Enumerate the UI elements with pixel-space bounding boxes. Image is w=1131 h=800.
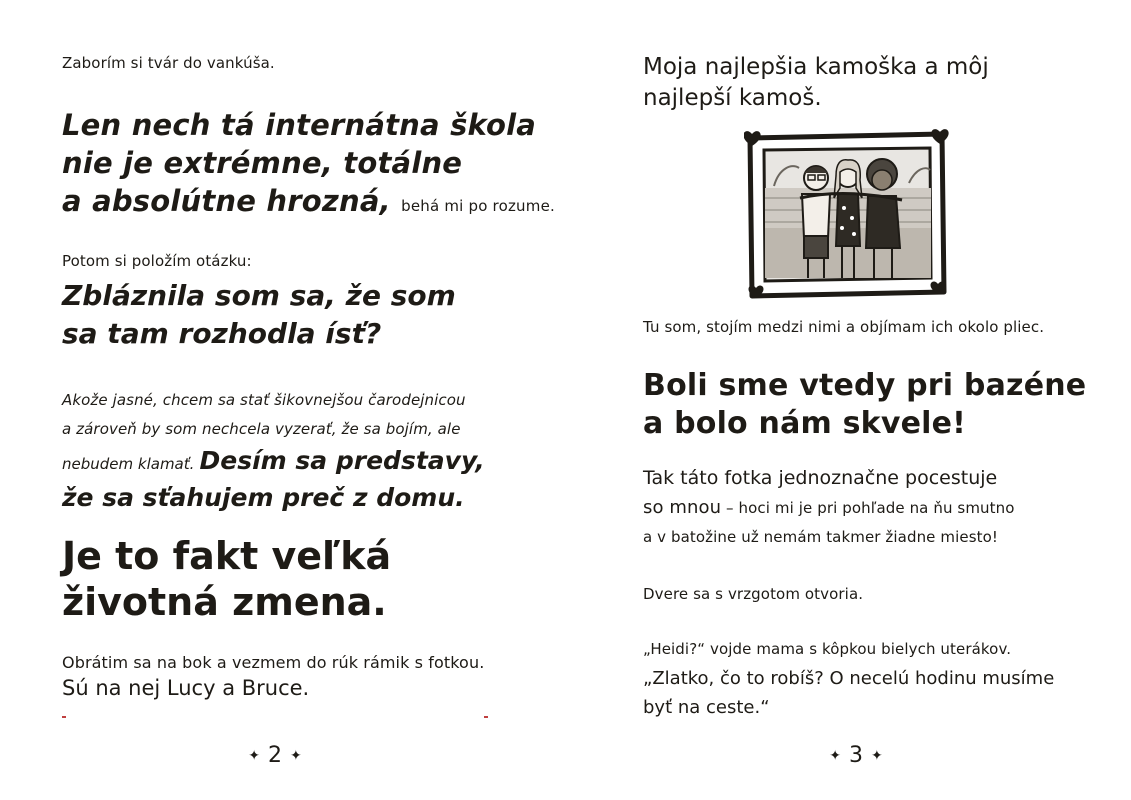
heading [643, 52, 989, 114]
paragraph-travel-rest: – hoci mi je pri pohľade na ňu smutno [721, 499, 1015, 517]
page-number-value: 3 [849, 743, 863, 768]
paragraph-5-line-1: Akože jasné, chcem sa stať šikovnejšou čarodejnicou [62, 391, 466, 409]
crop-mark [62, 716, 66, 718]
paragraph-2-line-1: Len nech tá internátna škola [62, 108, 537, 142]
paragraph-travel-line-3: a v batožine už nemám takmer žiadne miesto! [643, 528, 998, 546]
paragraph-4-line-2: sa tam rozhodla ísť? [62, 317, 382, 350]
photo-illustration [744, 128, 949, 300]
paragraph-mom [643, 635, 1054, 722]
paragraph-6 [62, 533, 391, 625]
paragraph-mom-line-2: „Zlatko, čo to robíš? O necelú hodinu musíme [643, 668, 1055, 689]
paragraph-travel [643, 464, 1015, 552]
paragraph-8: Sú na nej Lucy a Bruce. [62, 676, 310, 700]
paragraph-6-line-1: Je to fakt veľká [62, 534, 392, 578]
framed-photo [744, 128, 949, 300]
paragraph-5-line-2: a zároveň by som nechcela vyzerať, že sa bojím, ale [62, 420, 461, 438]
paragraph-5-line-4: že sa sťahujem preč z domu. [62, 483, 465, 512]
paragraph-3: Potom si položím otázku: [62, 252, 252, 270]
right-page [566, 0, 1131, 800]
sparkle-icon: ✦ [829, 748, 841, 764]
paragraph-2-line-2: nie je extrémne, totálne [62, 146, 463, 180]
paragraph-1: Zaborím si tvár do vankúša. [62, 54, 275, 72]
paragraph-travel-line-1: Tak táto fotka jednoznačne pocestuje [643, 467, 998, 489]
left-page [0, 0, 565, 800]
paragraph-door: Dvere sa s vrzgotom otvoria. [643, 585, 864, 603]
page-number-value: 2 [268, 743, 282, 768]
page-number-right [806, 742, 906, 770]
big-statement [643, 367, 1086, 443]
page-number-left [225, 742, 325, 770]
paragraph-2-tail: behá mi po rozume. [401, 197, 555, 215]
sparkle-icon: ✦ [248, 748, 260, 764]
paragraph-4 [62, 277, 456, 353]
paragraph-mom-line-1: „Heidi?“ vojde mama s kôpkou bielych uterákov. [643, 640, 1012, 658]
sparkle-icon: ✦ [871, 748, 883, 764]
sparkle-icon: ✦ [290, 748, 302, 764]
heading-line-2: najlepší kamoš. [643, 85, 822, 111]
paragraph-6-line-2: životná zmena. [62, 580, 387, 624]
paragraph-travel-line-2 [643, 493, 1015, 523]
paragraph-2-line-3 [62, 182, 555, 225]
photo-caption: Tu som, stojím medzi nimi a objímam ich okolo pliec. [643, 318, 1045, 336]
paragraph-5-line-3-start: nebudem klamať. [62, 455, 195, 473]
paragraph-4-line-1: Zbláznila som sa, že som [62, 279, 456, 312]
big-statement-line-2: a bolo nám skvele! [643, 406, 967, 441]
paragraph-5-line-3 [62, 444, 485, 481]
paragraph-mom-line-3: byť na ceste.“ [643, 697, 770, 718]
big-statement-line-1: Boli sme vtedy pri bazéne [643, 368, 1087, 403]
crop-mark [484, 716, 488, 718]
paragraph-5 [62, 386, 485, 515]
heading-line-1: Moja najlepšia kamoška a môj [643, 54, 989, 80]
paragraph-5-line-3-big: Desím sa predstavy, [199, 446, 485, 475]
paragraph-2-line-3-big: a absolútne hrozná, [62, 184, 391, 218]
paragraph-2 [62, 106, 555, 225]
paragraph-7: Obrátim sa na bok a vezmem do rúk rámik s fotkou. [62, 653, 485, 672]
paragraph-travel-bold: so mnou [643, 497, 722, 518]
